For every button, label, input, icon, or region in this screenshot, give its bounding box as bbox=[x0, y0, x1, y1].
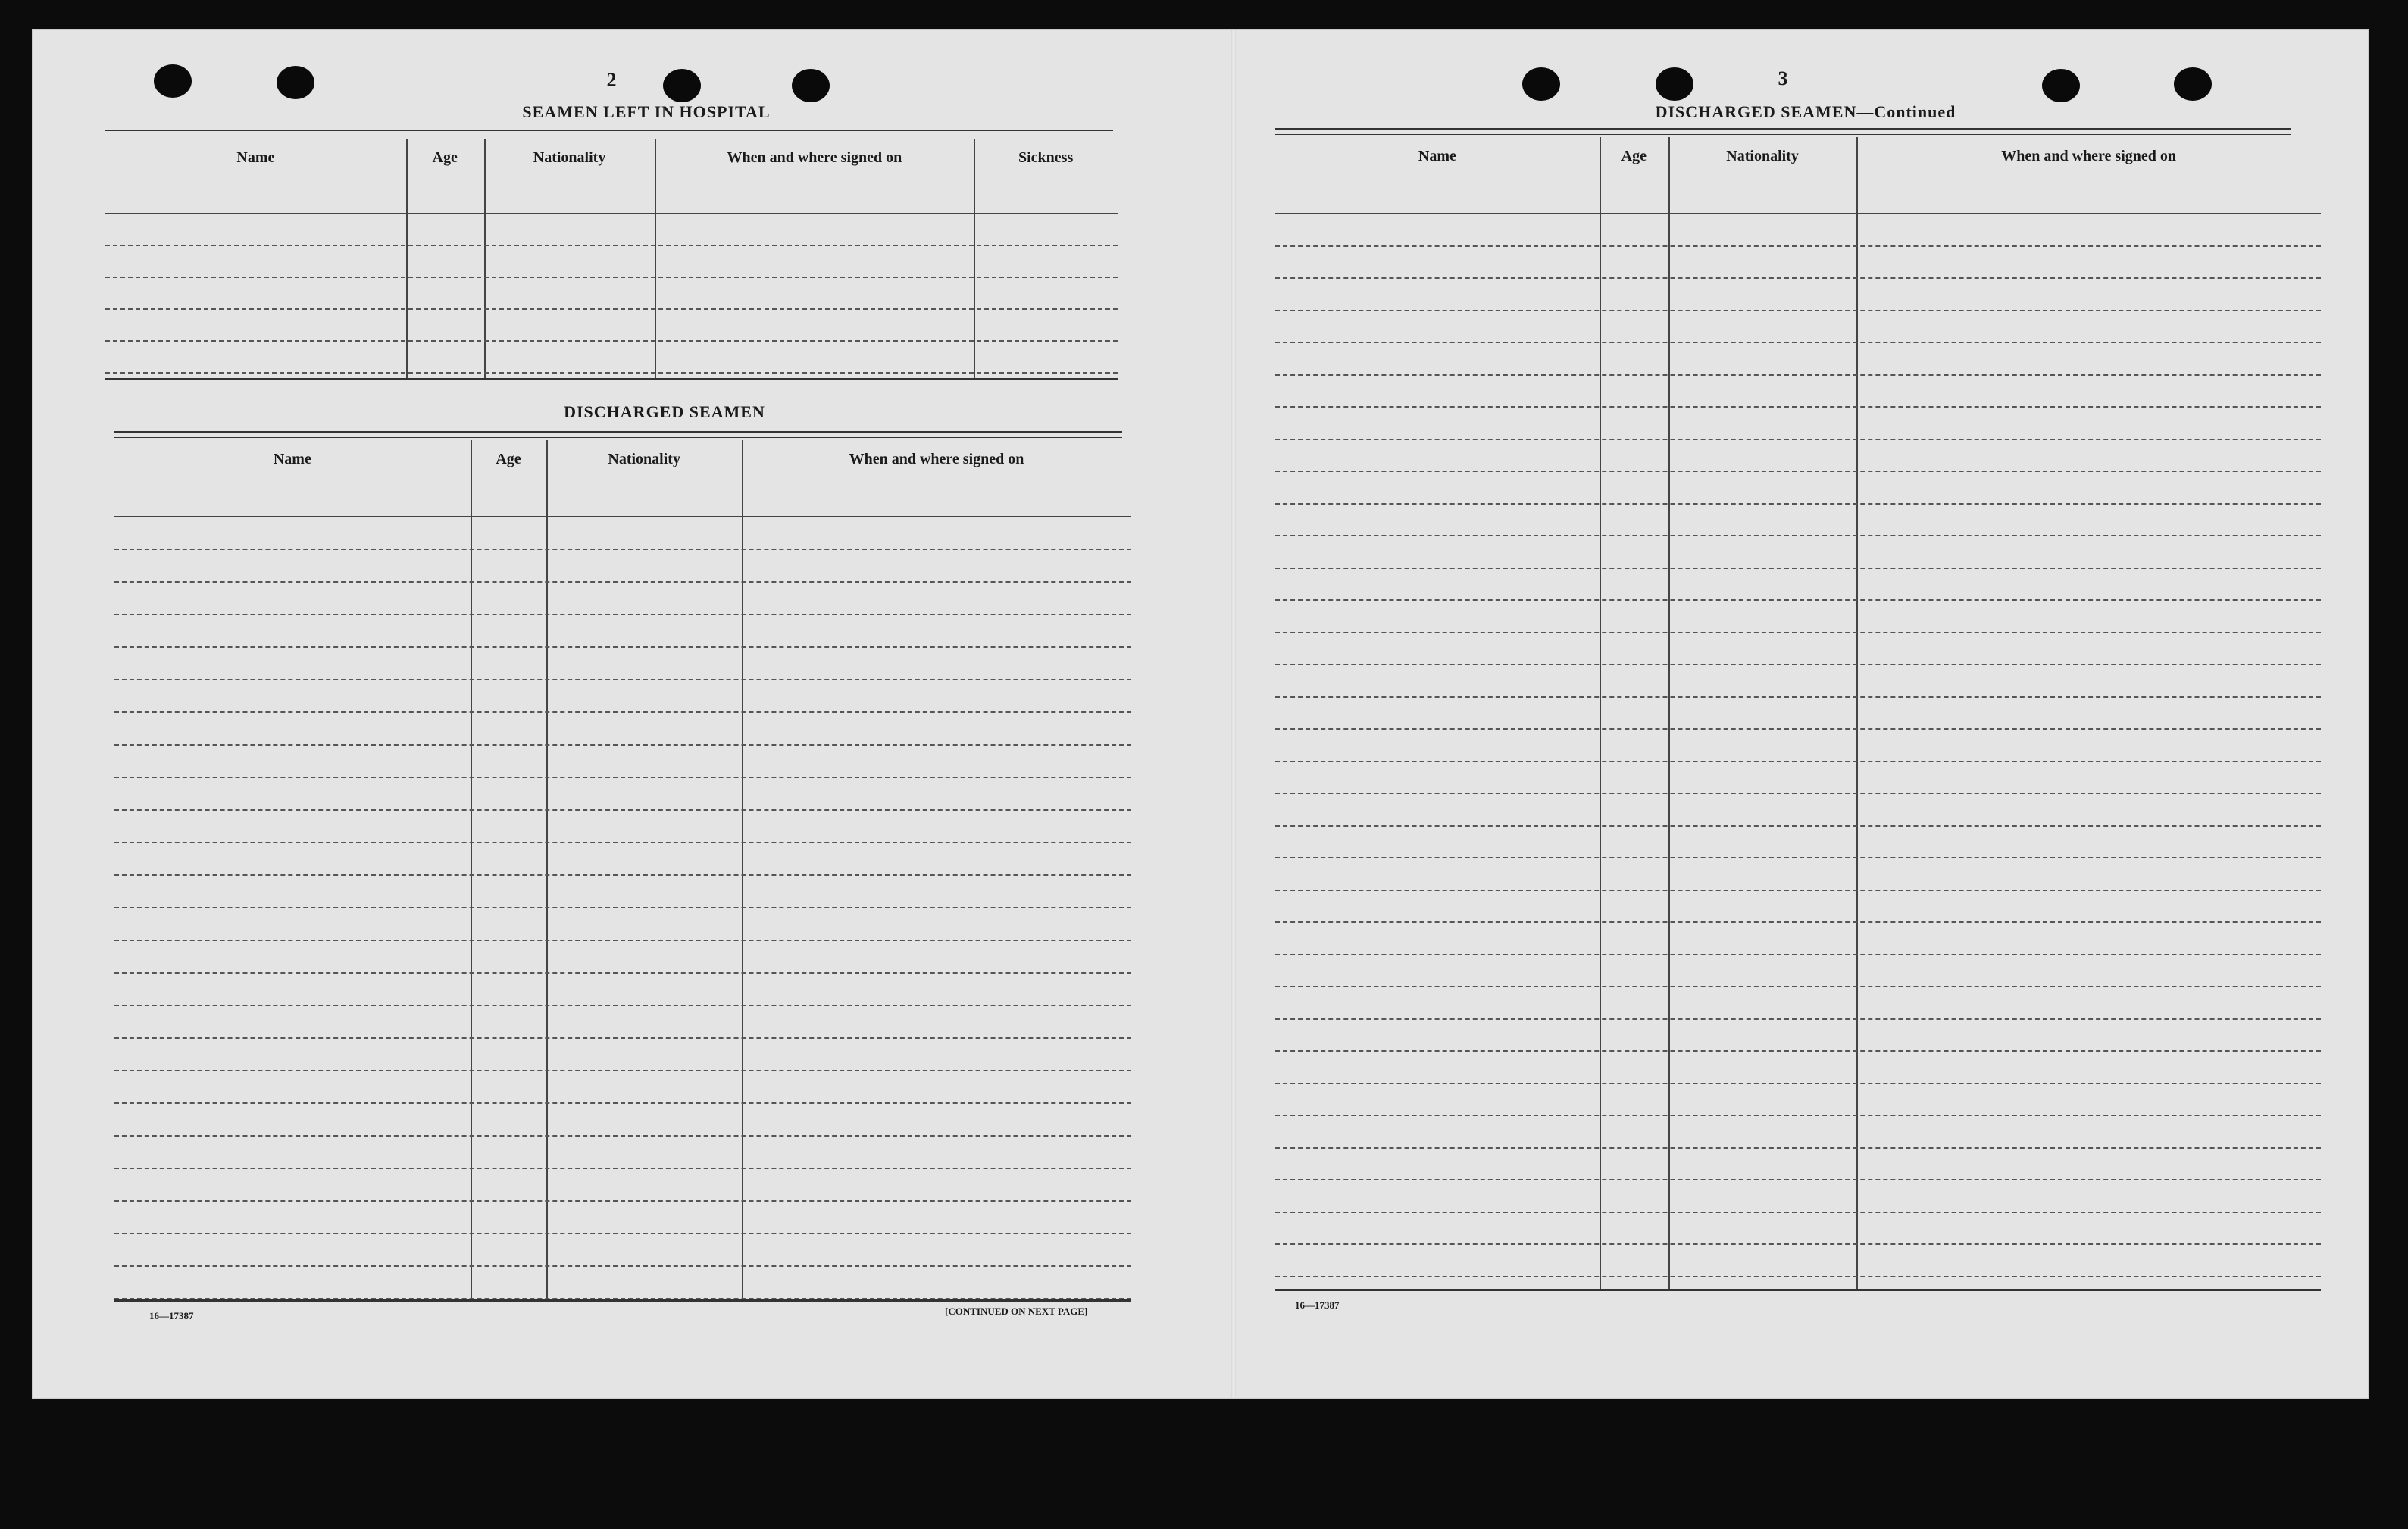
page-number-left: 2 bbox=[606, 69, 617, 91]
continued-row-line bbox=[1275, 310, 2321, 311]
punch-hole bbox=[2042, 69, 2080, 102]
continued-row-line bbox=[1275, 1018, 2321, 1020]
discharged-column-header: When and where signed on bbox=[849, 451, 1024, 467]
document-sheet bbox=[32, 29, 2369, 1399]
discharged-column-divider bbox=[742, 440, 743, 1301]
punch-hole bbox=[663, 69, 701, 102]
hospital-column-header: When and where signed on bbox=[727, 149, 902, 166]
form-number-left: 16—17387 bbox=[149, 1310, 194, 1321]
continued-row-line bbox=[1275, 568, 2321, 569]
discharged-row-line bbox=[114, 1265, 1131, 1267]
hospital-column-divider bbox=[484, 139, 486, 380]
continued-row-line bbox=[1275, 471, 2321, 472]
hospital-table bbox=[105, 139, 1118, 380]
hospital-bottom-rule bbox=[105, 378, 1118, 380]
hospital-section-title: SEAMEN LEFT IN HOSPITAL bbox=[522, 102, 771, 121]
discharged-row-line bbox=[114, 842, 1131, 843]
continued-row-line bbox=[1275, 439, 2321, 440]
discharged-row-line bbox=[114, 1168, 1131, 1169]
continued-row-line bbox=[1275, 1179, 2321, 1180]
punch-hole bbox=[2174, 67, 2212, 101]
discharged-column-header: Age bbox=[496, 451, 521, 467]
discharged-column-divider bbox=[471, 440, 472, 1301]
continued-row-line bbox=[1275, 793, 2321, 794]
continued-row-line bbox=[1275, 1243, 2321, 1245]
discharged-continued-rule bbox=[1275, 128, 2291, 135]
discharged-title-rule bbox=[114, 431, 1122, 438]
discharged-row-line bbox=[114, 679, 1131, 680]
discharged-table bbox=[114, 440, 1131, 1301]
continued-note: [CONTINUED ON NEXT PAGE] bbox=[945, 1305, 1088, 1317]
discharged-row-line bbox=[114, 972, 1131, 974]
discharged-row-line bbox=[114, 777, 1131, 778]
continued-row-line bbox=[1275, 503, 2321, 505]
continued-bottom-rule bbox=[1275, 1289, 2321, 1291]
continued-row-line bbox=[1275, 696, 2321, 698]
continued-row-line bbox=[1275, 921, 2321, 923]
form-number-right: 16—17387 bbox=[1295, 1299, 1340, 1311]
continued-row-line bbox=[1275, 406, 2321, 408]
hospital-title-rule bbox=[105, 130, 1113, 136]
discharged-row-line bbox=[114, 549, 1131, 550]
continued-row-line bbox=[1275, 857, 2321, 858]
discharged-row-line bbox=[114, 1200, 1131, 1202]
continued-column-header: Name bbox=[1418, 148, 1456, 164]
continued-row-line bbox=[1275, 728, 2321, 730]
continued-column-header: Nationality bbox=[1726, 148, 1799, 164]
continued-row-line bbox=[1275, 954, 2321, 955]
punch-hole bbox=[1656, 67, 1693, 101]
discharged-row-line bbox=[114, 581, 1131, 583]
discharged-row-line bbox=[114, 1070, 1131, 1071]
continued-row-line bbox=[1275, 825, 2321, 827]
discharged-row-line bbox=[114, 1037, 1131, 1039]
continued-row-line bbox=[1275, 1050, 2321, 1052]
hospital-row-line bbox=[105, 245, 1118, 246]
discharged-section-title: DISCHARGED SEAMEN bbox=[564, 402, 765, 421]
discharged-row-line bbox=[114, 711, 1131, 713]
continued-row-line bbox=[1275, 374, 2321, 376]
continued-row-line bbox=[1275, 890, 2321, 891]
continued-row-line bbox=[1275, 245, 2321, 247]
discharged-continued-table bbox=[1275, 137, 2321, 1290]
discharged-column-header: Nationality bbox=[608, 451, 680, 467]
continued-row-line bbox=[1275, 1276, 2321, 1277]
continued-row-line bbox=[1275, 986, 2321, 987]
discharged-row-line bbox=[114, 1233, 1131, 1234]
hospital-column-divider bbox=[406, 139, 408, 380]
hospital-row-line bbox=[105, 277, 1118, 278]
discharged-row-line bbox=[114, 940, 1131, 941]
hospital-column-header: Sickness bbox=[1018, 149, 1074, 166]
discharged-row-line bbox=[114, 614, 1131, 615]
punch-hole bbox=[277, 66, 314, 99]
discharged-column-header: Name bbox=[273, 451, 311, 467]
punch-hole bbox=[154, 64, 192, 98]
punch-hole bbox=[792, 69, 830, 102]
continued-row-line bbox=[1275, 342, 2321, 343]
page-fold bbox=[1231, 30, 1236, 1398]
discharged-row-line bbox=[114, 744, 1131, 746]
discharged-row-line bbox=[114, 646, 1131, 648]
discharged-row-line bbox=[114, 907, 1131, 908]
discharged-row-line bbox=[114, 1005, 1131, 1006]
discharged-column-divider bbox=[546, 440, 548, 1301]
continued-row-line bbox=[1275, 761, 2321, 762]
hospital-column-divider bbox=[974, 139, 975, 380]
discharged-row-line bbox=[114, 874, 1131, 876]
hospital-row-line bbox=[105, 372, 1118, 374]
continued-row-line bbox=[1275, 632, 2321, 633]
discharged-continued-title: DISCHARGED SEAMEN—Continued bbox=[1655, 102, 1956, 121]
hospital-column-header: Age bbox=[432, 149, 458, 166]
page-number-right: 3 bbox=[1778, 67, 1788, 89]
continued-row-line bbox=[1275, 1212, 2321, 1213]
continued-row-line bbox=[1275, 535, 2321, 536]
hospital-row-line bbox=[105, 340, 1118, 342]
continued-row-line bbox=[1275, 664, 2321, 665]
continued-row-line bbox=[1275, 1083, 2321, 1084]
hospital-row-line bbox=[105, 308, 1118, 310]
discharged-bottom-rule bbox=[114, 1299, 1131, 1302]
continued-row-line bbox=[1275, 1147, 2321, 1149]
hospital-column-header: Nationality bbox=[533, 149, 606, 166]
discharged-row-line bbox=[114, 1102, 1131, 1104]
punch-hole bbox=[1522, 67, 1560, 101]
continued-column-header: When and where signed on bbox=[2001, 148, 2177, 164]
continued-row-line bbox=[1275, 1115, 2321, 1116]
continued-row-line bbox=[1275, 277, 2321, 279]
discharged-row-line bbox=[114, 1135, 1131, 1137]
continued-column-header: Age bbox=[1621, 148, 1647, 164]
discharged-row-line bbox=[114, 809, 1131, 811]
hospital-column-divider bbox=[655, 139, 656, 380]
hospital-column-header: Name bbox=[236, 149, 275, 166]
continued-row-line bbox=[1275, 599, 2321, 601]
